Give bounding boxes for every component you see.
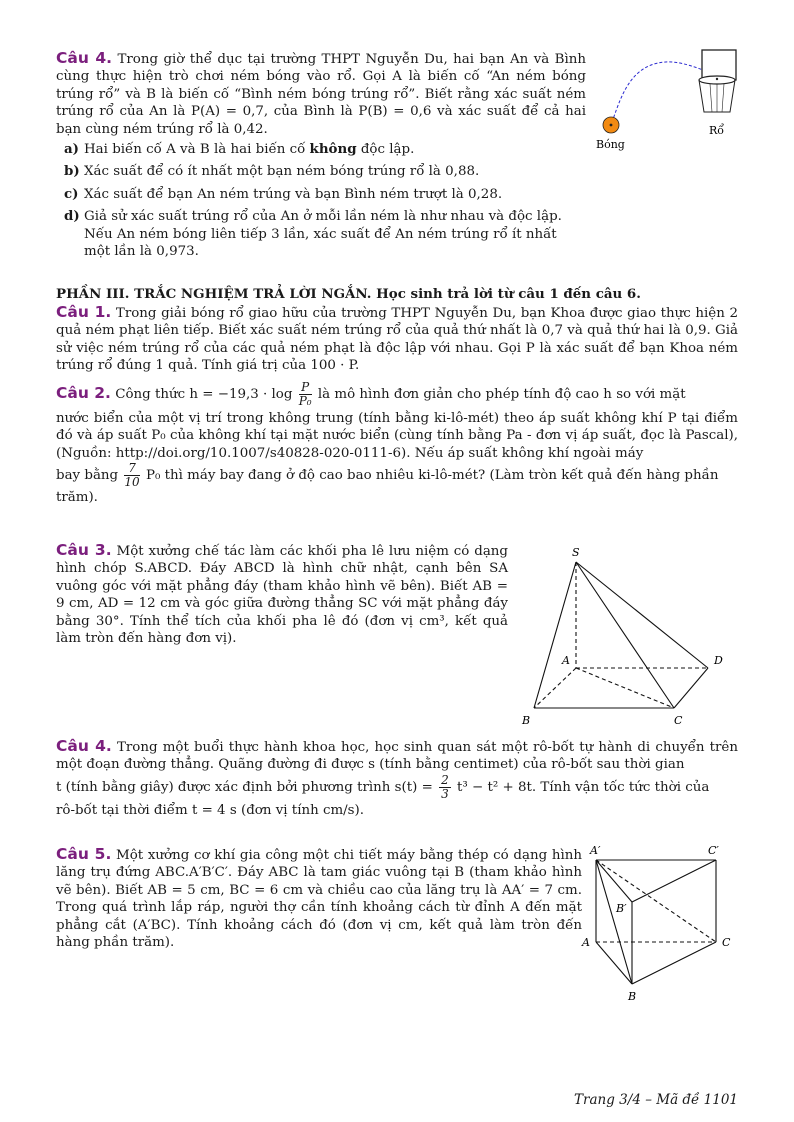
vertex-D-label: D [714, 654, 723, 667]
statement-c-label: c) [64, 185, 79, 202]
question-4b-text-2: t (tính bằng giây) được xác định bởi phương trình s(t) = [56, 779, 433, 795]
segment-A1B [596, 860, 632, 984]
ball-label: Bóng [596, 138, 625, 151]
question-4b-text-3: t³ − t² + 8t. Tính vận tốc tức thời của [457, 779, 710, 795]
question-4b-text-1: Trong một buổi thực hành khoa học, học sinh quan sát một rô-bốt tự hành di chuyển trên một đoạn đường thẳng. Quãng đường đi được s (tính bằng centimet) của rô-bốt sau thời gian [56, 740, 738, 773]
edge-AB [596, 942, 632, 984]
velocity-denominator: 3 [441, 786, 449, 801]
edge-SD [576, 562, 708, 668]
vertex-S-label: S [572, 546, 580, 559]
question-4-intro [56, 50, 586, 138]
ball-center-dot [610, 124, 613, 127]
pressure-numerator: 7 [124, 462, 139, 476]
question-3-label: Câu 3. [56, 541, 112, 559]
vertex-B-label: B [522, 714, 531, 727]
net-line [722, 84, 724, 112]
statement-b-label: b) [64, 163, 80, 180]
statement-a [56, 141, 586, 158]
vertex-C-label: C [674, 714, 683, 727]
ball-trajectory [612, 62, 714, 122]
edge-B1C1 [632, 860, 716, 902]
question-4-text: Trong giờ thể dục tại trường THPT Nguyễn Du, hai bạn An và Bình cùng thực hiện trò chơi ném bóng vào rổ. Gọi A là biến cố “An ném bóng trúng rổ” và B là biến cố “Bình ném bóng trúng rổ”. Biết rằng xác suất ném trúng rổ của An là P(A) = 0,7, của Bình là P(B) = 0,6 và xác suất để cả hai bạn cùng ném trúng rổ là 0,42. [56, 52, 586, 137]
pressure-denominator: 10 [124, 475, 140, 490]
question-4-true-false [56, 50, 586, 262]
statement-c-text: Xác suất để bạn An ném trúng và bạn Bình ném trượt là 0,28. [84, 186, 503, 202]
formula-denominator: P₀ [298, 394, 312, 408]
statement-b-text: Xác suất để có ít nhất một bạn ném bóng trúng rổ là 0,88. [84, 164, 480, 180]
vertex-B-label: B [628, 990, 637, 1003]
prism-figure [576, 842, 746, 1006]
diagonal-AC [576, 668, 674, 708]
question-2-label: Câu 2. [56, 384, 111, 402]
question-2-text-4: P₀ thì máy bay đang ở độ cao bao nhiêu ki-lô-mét? (Làm tròn kết quả đến hàng phần [145, 468, 719, 484]
question-4b-label: Câu 4. [56, 737, 112, 755]
vertex-C1-label: C′ [708, 844, 719, 857]
pressure-fraction [124, 462, 139, 489]
hoop-dot [716, 78, 718, 80]
hoop-label: Rổ [709, 124, 725, 137]
vertex-A-label: A [562, 654, 570, 667]
formula-numerator: P [299, 381, 312, 395]
page-footer: Trang 3/4 – Mã đề 1101 [574, 1092, 738, 1108]
segment-A1C [596, 860, 716, 942]
question-2 [56, 380, 738, 507]
formula-fraction [299, 381, 312, 408]
ball-hoop-figure [592, 44, 752, 156]
statement-a-tail: độc lập. [356, 142, 415, 158]
question-4-short-answer [56, 738, 738, 819]
statement-b [56, 163, 586, 180]
statement-a-text: Hai biến cố A và B là hai biến cố [84, 142, 310, 158]
question-4b-text-4: rô-bốt tại thời điểm t = 4 s (đơn vị tính cm/s). [56, 802, 365, 818]
question-5-text: Một xưởng cơ khí gia công một chi tiết máy bằng thép có dạng hình lăng trụ đứng ABC.A′B′C′. Đáy ABC là tam giác vuông tại B (tham khảo hình vẽ bên). Biết AB = 5 cm, BC = 6 cm và chiều cao của lăng trụ là AA′ = 7 cm. Trong quá trình lắp ráp, người thợ cần tính khoảng cách từ đỉnh A đến mặt phẳng cắt (A′BC). Tính khoảng cách đó (đơn vị cm, kết quả làm tròn đến hàng phần trăm). [56, 848, 582, 951]
question-1-label: Câu 1. [56, 303, 112, 321]
question-2-text-3: bay bằng [56, 468, 119, 484]
question-1-text: Trong giải bóng rổ giao hữu của trường THPT Nguyễn Du, bạn Khoa được giao thực hiện 2 quả ném phạt liên tiếp. Biết xác suất ném trúng rổ của quả thứ nhất là 0,7 và quả thứ hai là 0,9. Giả sử việc ném trúng rổ của các quả ném phạt là độc lập với nhau. Gọi P là xác suất để bạn Khoa ném trúng rổ đúng 1 quả. Tính giá trị của 100 · P. [56, 306, 738, 374]
question-2-formula-start: Công thức h = −19,3 · log [115, 387, 293, 402]
net-line [710, 84, 712, 112]
question-3 [56, 542, 508, 647]
edge-SC [576, 562, 674, 708]
question-5-label: Câu 5. [56, 845, 112, 863]
question-4-label: Câu 4. [56, 49, 113, 67]
statement-d-label: d) [64, 208, 80, 225]
edge-CD [674, 668, 708, 708]
vertex-A-label: A [582, 936, 590, 949]
velocity-numerator: 2 [441, 772, 449, 787]
vertex-B1-label: B′ [616, 902, 627, 915]
question-2-text-1: là mô hình đơn giản cho phép tính độ cao h so với mặt [317, 387, 686, 402]
statement-d [56, 208, 586, 260]
statement-c [56, 186, 586, 203]
statement-a-label: a) [64, 141, 80, 158]
question-1 [56, 304, 738, 375]
vertex-C-label: C [722, 936, 731, 949]
statement-d-text: Giả sử xác suất trúng rổ của An ở mỗi lần ném là như nhau và độc lập. Nếu An ném bóng liên tiếp 3 lần, xác suất để An ném trúng rổ ít nhất một lần là 0,973. [84, 209, 562, 260]
velocity-fraction [439, 774, 451, 801]
edge-SB [534, 562, 576, 708]
question-2-text-5: trăm). [56, 490, 98, 506]
question-5 [56, 846, 582, 951]
vertex-A1-label: A′ [590, 844, 601, 857]
section-3-heading: PHẦN III. TRẮC NGHIỆM TRẢ LỜI NGẮN. Học sinh trả lời từ câu 1 đến câu 6. [56, 286, 641, 302]
question-2-text-2: nước biển của một vị trí trong không trung (tính bằng ki-lô-mét) theo áp suất không khí P tại điểm đó và áp suất P₀ của không khí tại mặt nước biển (cùng tính bằng Pa - đơn vị áp suất, đọc là Pascal), (Nguồn: http://doi.org/10.1007/s40828-020-0111-6). Nếu áp suất không khí ngoài máy [56, 411, 738, 461]
edge-BC [632, 942, 716, 984]
statement-a-bold: không [309, 141, 357, 158]
pyramid-figure [510, 540, 740, 730]
question-3-text: Một xưởng chế tác làm các khối pha lê lưu niệm có dạng hình chóp S.ABCD. Đáy ABCD là hình chữ nhật, cạnh bên SA vuông góc với mặt phẳng đáy (tham khảo hình vẽ bên). Biết AB = 9 cm, AD = 12 cm và góc giữa đường thẳng SC với mặt phẳng đáy bằng 30°. Tính thể tích của khối pha lê đó (đơn vị cm³, kết quả làm tròn đến hàng đơn vị). [56, 544, 508, 647]
